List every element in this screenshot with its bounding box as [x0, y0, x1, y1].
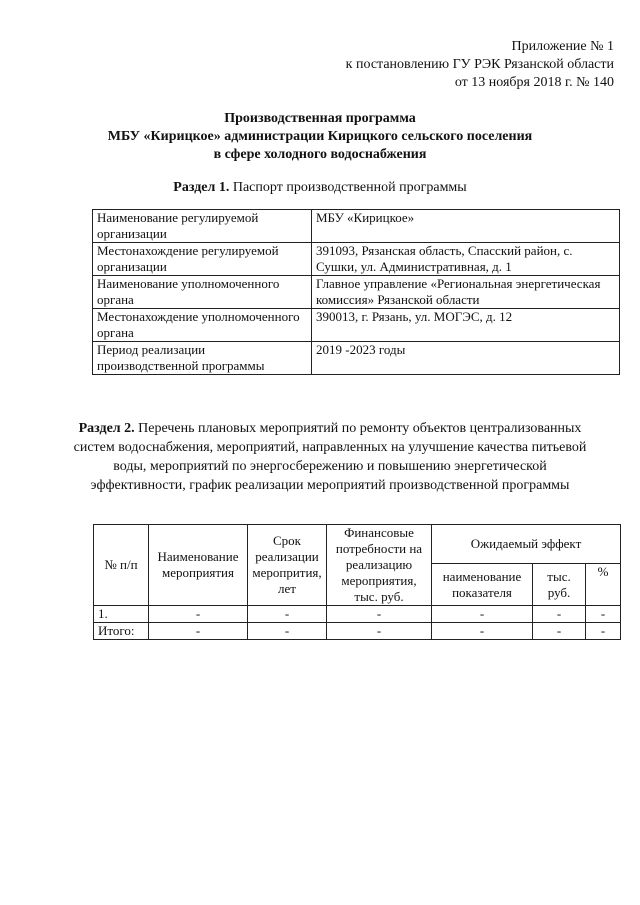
title-line-3: в сфере холодного водоснабжения — [213, 147, 427, 162]
table-row — [93, 342, 620, 375]
passport-name-cell: Наименование регулируемой организации — [93, 210, 312, 243]
title-line-2: МБУ «Кирицкое» администрации Кирицкого сельского поселения — [107, 129, 533, 144]
appendix-line-1: Приложение № 1 — [511, 39, 614, 54]
passport-name-cell: Период реализации производственной программы — [93, 342, 312, 375]
title-line-1: Производственная программа — [224, 111, 416, 126]
section2-heading — [70, 419, 590, 495]
section2-text: Перечень плановых мероприятий по ремонту объектов централизованных систем водоснабжения, мероприятий, направленных на улучшение качества питьевой воды, мероприятий по энергосбережению и повышению энергетической эффективности, график реализации мероприятий производственной программы — [73, 421, 587, 493]
cell-num: Итого: — [94, 623, 149, 640]
cell-term: - — [248, 623, 327, 640]
header-name: Наименование мероприятия — [149, 525, 248, 606]
table-row — [93, 243, 620, 276]
header-percent: % — [586, 564, 621, 606]
table-row — [93, 276, 620, 309]
table-row — [93, 309, 620, 342]
table-row — [93, 210, 620, 243]
passport-value-cell: Главное управление «Региональная энергетическая комиссия» Рязанской области — [312, 276, 620, 309]
cell-indicator: - — [432, 623, 533, 640]
cell-thousand: - — [533, 623, 586, 640]
passport-value-cell: 390013, г. Рязань, ул. МОГЭС, д. 12 — [312, 309, 620, 342]
passport-name-cell: Местонахождение регулируемой организации — [93, 243, 312, 276]
document-title — [0, 110, 640, 164]
cell-finance: - — [327, 606, 432, 623]
header-effect: Ожидаемый эффект — [432, 525, 621, 564]
cell-name: - — [149, 623, 248, 640]
passport-value-cell: 2019 -2023 годы — [312, 342, 620, 375]
activities-table — [93, 524, 621, 640]
appendix-line-3: от 13 ноября 2018 г. № 140 — [454, 75, 614, 90]
passport-table — [92, 209, 620, 375]
table-row — [94, 606, 621, 623]
passport-value-cell: 391093, Рязанская область, Спасский район, с. Сушки, ул. Административная, д. 1 — [312, 243, 620, 276]
appendix-line-2: к постановлению ГУ РЭК Рязанской области — [345, 57, 614, 72]
cell-indicator: - — [432, 606, 533, 623]
cell-percent: - — [586, 606, 621, 623]
header-term: Срок реализации меропрития, лет — [248, 525, 327, 606]
header-finance: Финансовые потребности на реализацию мероприятия, тыс. руб. — [327, 525, 432, 606]
section1-label: Раздел 1. — [173, 180, 230, 195]
cell-finance: - — [327, 623, 432, 640]
section1-text: Паспорт производственной программы — [232, 180, 467, 195]
passport-name-cell: Наименование уполномоченного органа — [93, 276, 312, 309]
header-num: № п/п — [94, 525, 149, 606]
appendix-block — [254, 38, 614, 92]
header-thousand: тыс. руб. — [533, 564, 586, 606]
header-row — [94, 525, 621, 564]
cell-percent: - — [586, 623, 621, 640]
passport-value-cell: МБУ «Кирицкое» — [312, 210, 620, 243]
section2-label: Раздел 2. — [78, 421, 135, 436]
passport-name-cell: Местонахождение уполномоченного органа — [93, 309, 312, 342]
cell-thousand: - — [533, 606, 586, 623]
header-indicator: наименование показателя — [432, 564, 533, 606]
cell-term: - — [248, 606, 327, 623]
section1-heading — [0, 180, 640, 196]
cell-name: - — [149, 606, 248, 623]
table-row — [94, 623, 621, 640]
cell-num: 1. — [94, 606, 149, 623]
